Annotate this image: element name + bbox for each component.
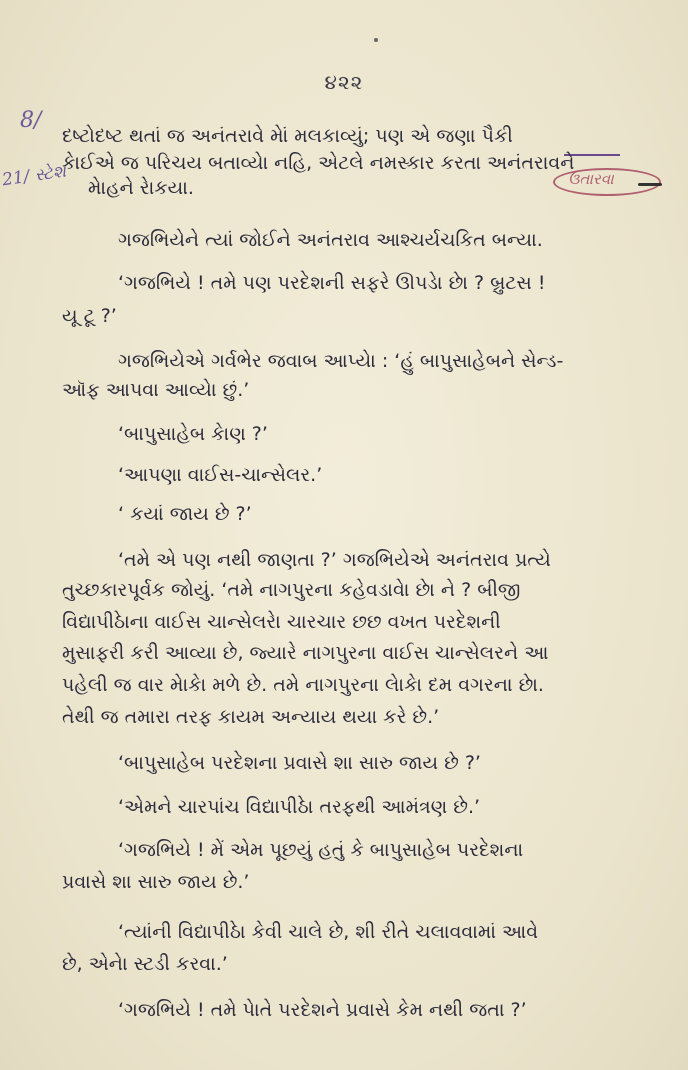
text-line: પ્રવાસે શા સારુ જાય છે.’: [62, 871, 250, 893]
text-line: વિદ્યાપીઠેાના વાઈસ ચાન્સેલરેા ચારચાર છછ વખત પરદેશની: [62, 611, 501, 633]
text-line: પહેલી જ વાર મેાકેા મળે છે. તમે નાગપુરના લેાકેા દમ વગરના છેા.: [62, 674, 544, 696]
text-line: તુચ્છકારપૂર્વક જોયું. ‘તમે નાગપુરના કહેવડાવેા છેા ને ? બીજી: [62, 579, 521, 601]
margin-mark: 8/: [20, 108, 42, 133]
margin-dash: [638, 183, 662, 186]
text-line: મુસાફરી કરી આવ્યા છે, જ્યારે નાગપુરના વાઈસ ચાન્સેલરને આ: [62, 642, 549, 664]
top-dot: [374, 38, 378, 42]
text-line: મેાહને રેાકયા.: [88, 177, 194, 199]
text-line: ‘એમને ચારપાંચ વિદ્યાપીઠેા તરફથી આમંત્રણ છે.’: [118, 796, 481, 818]
correction-note: ઉતારવા: [568, 170, 614, 188]
text-line: ‘બાપુસાહેબ કેાણ ?’: [118, 423, 268, 445]
margin-note: 21/ સ્ટેશ: [0, 161, 68, 191]
text-line: ‘ગજભિયે ! તમે પણ પરદેશની સફરે ઊપડેા છેા ? બ્રુટસ !: [118, 272, 546, 294]
text-line: ગજભિયેએ ગર્વભેર જવાબ આપ્યેા : ‘હું બાપુસાહેબને સેન્ડ-: [118, 350, 564, 372]
text-line: યૂ ટૂ ?’: [62, 305, 117, 327]
text-line: છે, એનેા સ્ટડી કરવા.’: [62, 953, 228, 975]
text-line: ઑફ આપવા આવ્યેા છું.’: [62, 379, 250, 401]
text-line: ‘ગજભિયે ! મેં એમ પૂછયું હતું કે બાપુસાહેબ પરદેશના: [118, 839, 524, 861]
text-line: ગજભિયેને ત્યાં જોઈને અનંતરાવ આશ્ચર્યચકિત બન્યા.: [118, 229, 543, 251]
page-number: ૪૨૨: [324, 70, 364, 94]
text-line: ‘ત્યાંની વિદ્યાપીઠેા કેવી ચાલે છે, શી રીતે ચલાવવામાં આવે: [118, 921, 539, 943]
text-line: ‘બાપુસાહેબ પરદેશના પ્રવાસે શા સારુ જાય છે ?’: [118, 752, 481, 774]
text-line: દષ્ટોદષ્ટ થતાં જ અનંતરાવે મેાં મલકાવ્યું; પણ એ જણા પૈકી: [62, 125, 513, 147]
text-line: ‘ગજભિયે ! તમે પેાતે પરદેશને પ્રવાસે કેમ નથી જતા ?’: [118, 999, 527, 1021]
text-line: તેથી જ તમારા તરફ કાયમ અન્યાય થયા કરે છે.’: [62, 706, 440, 728]
text-line: ‘તમે એ પણ નથી જાણતા ?’ ગજભિયેએ અનંતરાવ પ્રત્યે: [118, 549, 551, 571]
text-line: ‘ કયાં જાય છે ?’: [118, 503, 252, 525]
text-line: ‘આપણા વાઈસ-ચાન્સેલર.’: [118, 464, 323, 486]
text-line: કેાઈએ જ પરિચય બતાવ્યેા નહિ, એટલે નમસ્કાર કરતા અનંતરાવને: [62, 152, 575, 174]
